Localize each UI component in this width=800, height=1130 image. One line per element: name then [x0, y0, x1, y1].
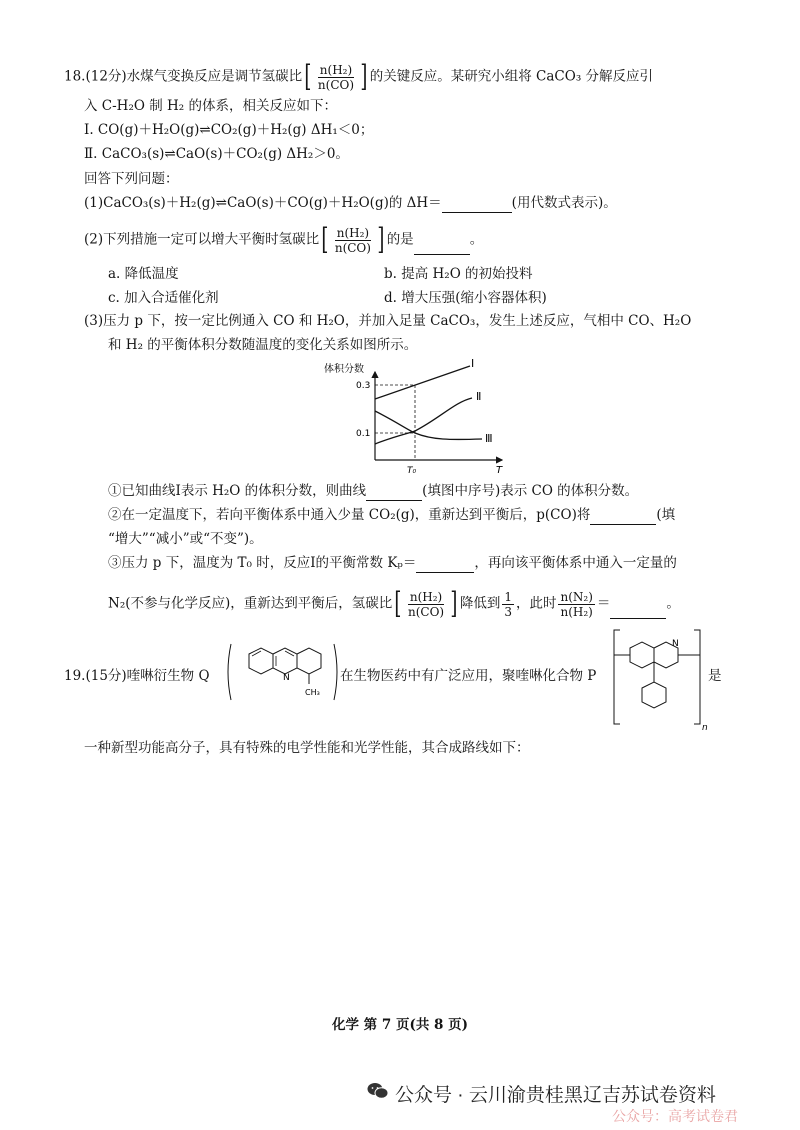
sub-question-3-line2: N₂(不参与化学反应)，重新达到平衡后，氢碳比 [ $\frac{\text{n(H₂)}}{n(CO)}$ ] 降低到 $\frac{1}{3}$ ，此时 $\frac{\text{n(N₂)}}{\text{n(H₂)}}$ ＝ 。 [108, 586, 680, 621]
x-axis-label: T [496, 465, 503, 476]
answer-blank-kp[interactable] [416, 557, 474, 573]
sub-question-2: ②在一定温度下，若向平衡体系中通入少量 CO₂(g)，重新达到平衡后，p(CO)将 (填 [108, 507, 676, 523]
y-tick-0.1: 0.1 [356, 429, 371, 439]
answer-blank-s1[interactable] [366, 485, 422, 501]
curve-II-label: Ⅱ [476, 390, 482, 403]
reaction-2: Ⅱ. CaCO₃(s)⇌CaO(s)＋CO₂(g) ΔH₂＞0。 [84, 146, 349, 162]
option-c: c. 加入合适催化剂 [108, 290, 219, 306]
part-3-line2: 和 H₂ 的平衡体积分数随温度的变化关系如图所示。 [108, 337, 418, 353]
curve-I-label: Ⅰ [471, 357, 475, 370]
answer-blank-1[interactable] [442, 197, 512, 213]
q18-header: 18.(12分)水煤气变换反应是调节氢碳比 [ $\frac{\text{n(H₂)}}{n(CO)}$ ] 的关键反应。某研究小组将 CaCO₃ 分解反应引 [64, 59, 654, 94]
sub-question-3: ③压力 p 下，温度为 T₀ 时，反应Ⅰ的平衡常数 Kₚ＝ ，再向该平衡体系中通入一定量的 [108, 555, 677, 571]
curve-I [375, 366, 470, 399]
svg-text:N: N [672, 639, 679, 649]
watermark-main: 公众号 · 云川渝贵桂黑辽吉苏试卷资料 [395, 1085, 716, 1106]
answer-blank-2[interactable] [414, 239, 470, 255]
polyquinoline-p-structure [606, 626, 710, 734]
n2-h2-fraction: $\frac{\text{n(N₂)}}{\text{n(H₂)}}$ [560, 589, 593, 619]
volume-fraction-chart [320, 356, 520, 478]
watermark-sub: 公众号：高考试卷君 [612, 1108, 738, 1124]
h2-co-ratio: [ $\frac{\text{n(H₂)}}{n(CO)}$ ] [304, 59, 368, 94]
answer-blank-ratio[interactable] [610, 603, 666, 619]
q19-header-b: 在生物医药中有广泛应用，聚喹啉化合物 P [340, 668, 597, 684]
page-footer: 化学 第 7 页(共 8 页) [331, 1017, 469, 1033]
h2-co-ratio: [ $\frac{\text{n(H₂)}}{n(CO)}$ ] [394, 586, 458, 621]
q19-line2: 一种新型功能高分子，具有特殊的电学性能和光学性能，其合成路线如下： [84, 740, 530, 756]
q19-header-a: 19.(15分)喹啉衍生物 Q [64, 668, 210, 684]
part-1: (1)CaCO₃(s)＋H₂(g)⇌CaO(s)＋CO(g)＋H₂O(g)的 ΔH＝ (用代数式表示)。 [84, 195, 617, 211]
svg-text:N: N [283, 673, 290, 683]
option-a: a. 降低温度 [108, 266, 179, 282]
one-third-fraction: $\frac{1}{3}$ [504, 589, 512, 619]
answer-prompt: 回答下列问题： [84, 171, 179, 187]
answer-blank-s2[interactable] [590, 509, 656, 525]
y-tick-0.3: 0.3 [356, 381, 371, 391]
option-b: b. 提高 H₂O 的初始投料 [384, 266, 533, 282]
reaction-1: Ⅰ. CO(g)＋H₂O(g)⇌CO₂(g)＋H₂(g) ΔH₁＜0； [84, 122, 374, 138]
q18-title-text: 18.(12分)水煤气变换反应是调节氢碳比 [64, 68, 303, 85]
quinoline-derivative-q-structure [225, 640, 340, 708]
h2-co-ratio: [ $\frac{\text{n(H₂)}}{n(CO)}$ ] [321, 222, 385, 257]
curve-II [375, 398, 472, 444]
curve-III-label: Ⅲ [485, 432, 493, 445]
wechat-icon [367, 1082, 389, 1100]
x-marker-T0: T₀ [407, 466, 417, 476]
option-d: d. 增大压强(缩小容器体积) [384, 290, 547, 306]
q19-header-c: 是 [708, 668, 722, 684]
svg-text:n: n [702, 723, 708, 733]
q18-line2: 入 C-H₂O 制 H₂ 的体系，相关反应如下： [84, 98, 337, 114]
sub-question-1: ①已知曲线Ⅰ表示 H₂O 的体积分数，则曲线 (填图中序号)表示 CO 的体积分数。 [108, 483, 639, 499]
y-axis-label: 体积分数 [324, 364, 364, 375]
part-3-line1: (3)压力 p 下，按一定比例通入 CO 和 H₂O，并加入足量 CaCO₃，发生上述反应，气相中 CO、H₂O [84, 313, 692, 329]
part-2: (2)下列措施一定可以增大平衡时氢碳比 [ $\frac{\text{n(H₂)}}{n(CO)}$ ] 的是 。 [84, 222, 484, 257]
svg-text:CH₃: CH₃ [305, 688, 320, 697]
sub-question-2-line2: “增大”“减小”或“不变”)。 [108, 531, 263, 547]
curve-III [375, 411, 482, 439]
